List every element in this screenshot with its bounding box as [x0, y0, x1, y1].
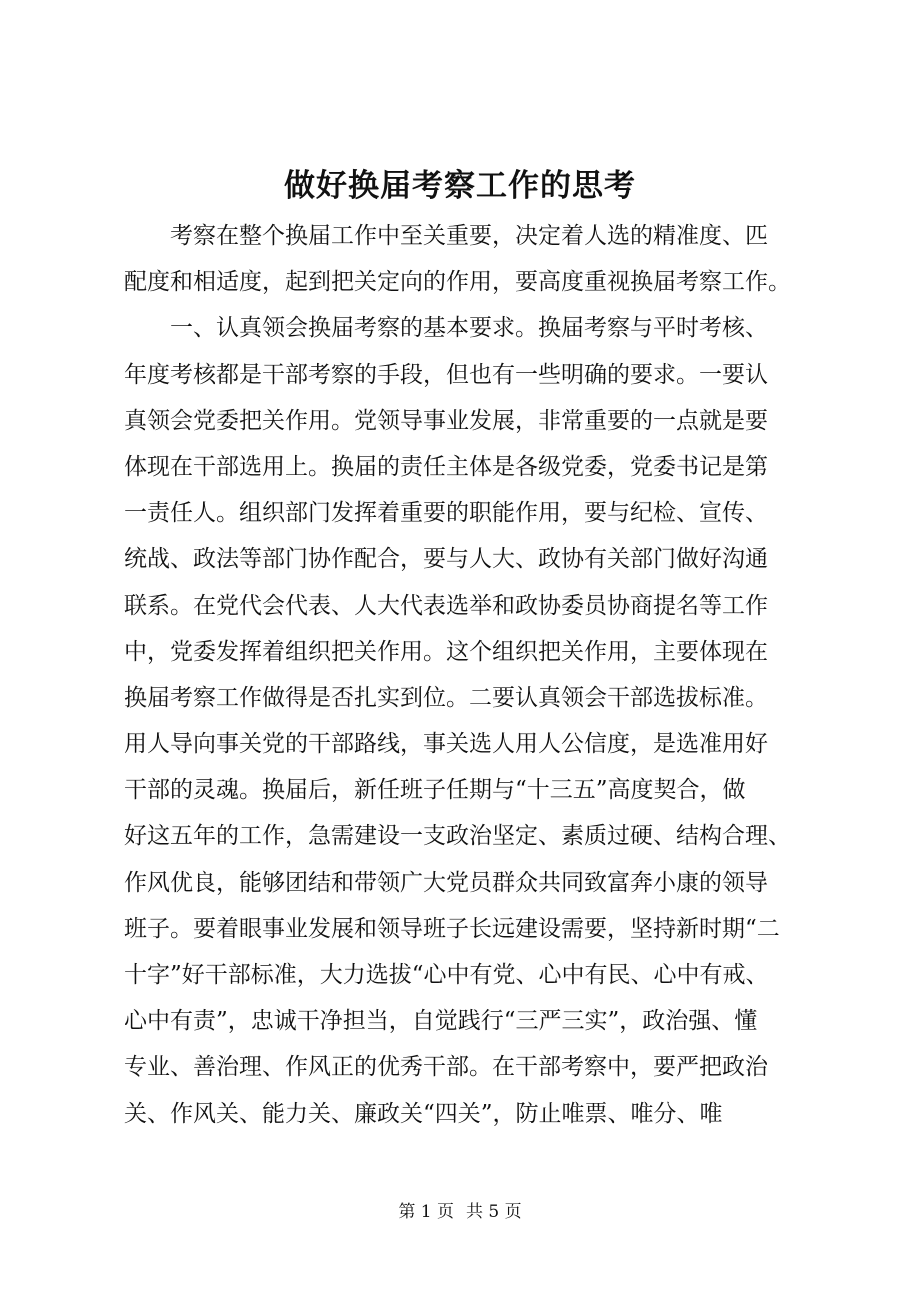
paragraph-2-line: 干部的灵魂。换届后，新任班子任期与“十三五”高度契合，做	[124, 777, 746, 804]
document-title: 做好换届考察工作的思考	[284, 168, 636, 204]
paragraph-2-line: 作风优良，能够团结和带领广大党员群众共同致富奔小康的领导	[124, 869, 768, 896]
paragraph-2-line: 联系。在党代会代表、人大代表选举和政协委员协商提名等工作	[124, 592, 768, 619]
document-body	[124, 213, 824, 1137]
paragraph-2-line: 中，党委发挥着组织把关作用。这个组织把关作用，主要体现在	[124, 638, 768, 665]
paragraph-2-line: 班子。要着眼事业发展和领导班子长远建设需要，坚持新时期“二	[124, 915, 780, 942]
page-total: 共 5 页	[466, 1202, 522, 1222]
paragraph-2-line: 关、作风关、能力关、廉政关“四关”，防止唯票、唯分、唯	[124, 1100, 723, 1127]
page-footer	[0, 1200, 920, 1224]
paragraph-2-line: 好这五年的工作，急需建设一支政治坚定、素质过硬、结构合理、	[124, 823, 791, 850]
paragraph-2-line: 心中有责”，忠诚干净担当，自觉践行“三严三实”，政治强、懂	[124, 1008, 758, 1035]
paragraph-2-line: 用人导向事关党的干部路线，事关选人用人公信度，是选准用好	[124, 731, 768, 758]
paragraph-2-line: 一责任人。组织部门发挥着重要的职能作用，要与纪检、宣传、	[124, 500, 768, 527]
paragraph-2-line-1: 一、认真领会换届考察的基本要求。换届考察与平时考核、	[170, 315, 768, 342]
page-number: 第 1 页	[398, 1202, 454, 1222]
paragraph-2-line: 真领会党委把关作用。党领导事业发展，非常重要的一点就是要	[124, 407, 768, 434]
paragraph-2-line: 十字”好干部标准，大力选拔“心中有党、心中有民、心中有戒、	[124, 962, 769, 988]
paragraph-1-line-2: 配度和相适度，起到把关定向的作用，要高度重视换届考察工作。	[124, 269, 791, 296]
paragraph-1-line-1: 考察在整个换届工作中至关重要，决定着人选的精准度、匹	[170, 223, 768, 249]
paragraph-2-line: 换届考察工作做得是否扎实到位。二要认真领会干部选拔标准。	[124, 684, 768, 711]
paragraph-2-line: 统战、政法等部门协作配合，要与人大、政协有关部门做好沟通	[124, 546, 768, 573]
paragraph-2-line: 年度考核都是干部考察的手段，但也有一些明确的要求。一要认	[124, 361, 768, 388]
paragraph-2-line: 专业、善治理、作风正的优秀干部。在干部考察中，要严把政治	[124, 1054, 768, 1081]
paragraph-2-line: 体现在干部选用上。换届的责任主体是各级党委，党委书记是第	[124, 453, 768, 480]
